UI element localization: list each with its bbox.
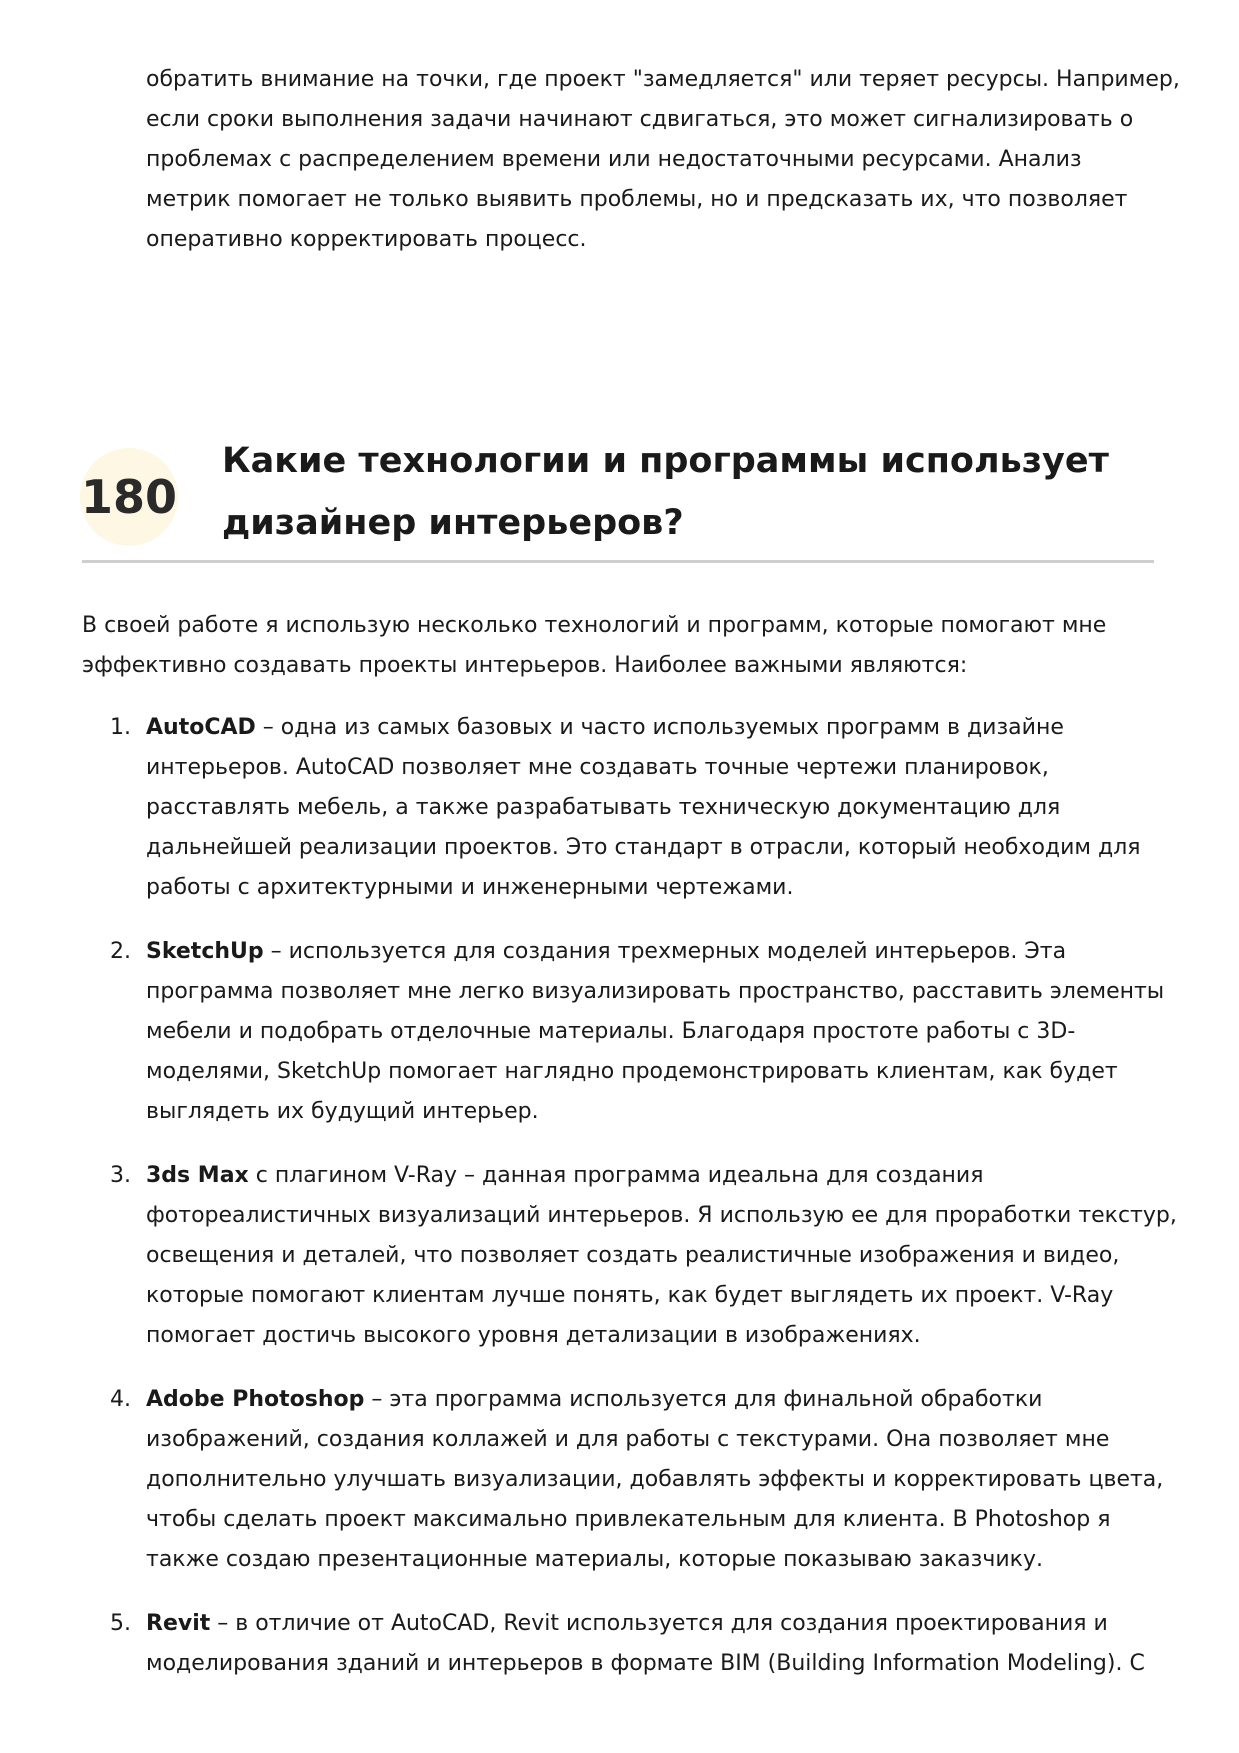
text-line: изображений, создания коллажей и для работы с текстурами. Она позволяет мне — [146, 1427, 1110, 1452]
question-number-badge: 180 — [80, 448, 178, 546]
text-line: мебели и подобрать отделочные материалы. Благодаря простоте работы с 3D- — [146, 1019, 1076, 1044]
list-item-body — [146, 1604, 1145, 1684]
text-line: освещения и деталей, что позволяет создать реалистичные изображения и видео, — [146, 1243, 1120, 1268]
text-line: программа позволяет мне легко визуализировать пространство, расставить элементы — [146, 979, 1165, 1004]
question-heading — [222, 430, 1109, 554]
list-item-number: 3. — [110, 1163, 131, 1188]
text-line: фотореалистичных визуализаций интерьеров. Я использую ее для проработки текстур, — [146, 1203, 1177, 1228]
tool-name: SketchUp — [146, 939, 264, 964]
list-item-number: 1. — [110, 715, 131, 740]
text-line: оперативно корректировать процесс. — [146, 227, 587, 252]
heading-line: дизайнер интерьеров? — [222, 503, 684, 543]
text-line: В своей работе я использую несколько технологий и программ, которые помогают мне — [82, 613, 1107, 638]
text-line: моделями, SketchUp помогает наглядно продемонстрировать клиентам, как будет — [146, 1059, 1118, 1084]
text-fragment: – одна из самых базовых и часто используемых программ в дизайне — [255, 715, 1064, 740]
text-line — [146, 1380, 1163, 1420]
text-line: обратить внимание на точки, где проект "замедляется" или теряет ресурсы. Например, — [146, 67, 1180, 92]
text-fragment: – эта программа используется для финальной обработки — [364, 1387, 1043, 1412]
text-line: также создаю презентационные материалы, которые показываю заказчику. — [146, 1547, 1043, 1572]
text-line — [146, 1156, 1177, 1196]
text-fragment: – используется для создания трехмерных моделей интерьеров. Эта — [263, 939, 1067, 964]
text-line: дополнительно улучшать визуализации, добавлять эффекты и корректировать цвета, — [146, 1467, 1164, 1492]
text-line: эффективно создавать проекты интерьеров. Наиболее важными являются: — [82, 653, 968, 678]
text-line: работы с архитектурными и инженерными чертежами. — [146, 875, 794, 900]
text-fragment: с плагином V-Ray – данная программа идеальна для создания — [248, 1163, 984, 1188]
list-item-body — [146, 1156, 1177, 1356]
text-line — [146, 1604, 1145, 1644]
list-item-body — [146, 1380, 1163, 1580]
list-item-number: 5. — [110, 1611, 131, 1636]
text-line: расставлять мебель, а также разрабатывать техническую документацию для — [146, 795, 1061, 820]
tool-name: 3ds Max — [146, 1163, 249, 1188]
text-line: метрик помогает не только выявить проблемы, но и предсказать их, что позволяет — [146, 187, 1128, 212]
text-line: которые помогают клиентам лучше понять, как будет выглядеть их проект. V-Ray — [146, 1283, 1114, 1308]
previous-answer-tail — [146, 60, 1180, 260]
list-item-number: 2. — [110, 939, 131, 964]
text-line — [146, 932, 1164, 972]
text-line: чтобы сделать проект максимально привлекательным для клиента. В Photoshop я — [146, 1507, 1111, 1532]
list-item-number: 4. — [110, 1387, 131, 1412]
answer-intro — [82, 606, 1106, 686]
text-line: помогает достичь высокого уровня детализации в изображениях. — [146, 1323, 921, 1348]
text-line: моделирования зданий и интерьеров в формате BIM (Building Information Modeling). С — [146, 1651, 1145, 1676]
text-line: если сроки выполнения задачи начинают сдвигаться, это может сигнализировать о — [146, 107, 1134, 132]
heading-line: Какие технологии и программы использует — [222, 441, 1109, 481]
tool-name: AutoCAD — [146, 715, 256, 740]
list-item-body — [146, 932, 1164, 1132]
text-line: дальнейшей реализации проектов. Это стандарт в отрасли, который необходим для — [146, 835, 1141, 860]
text-line — [146, 708, 1141, 748]
heading-divider — [82, 560, 1154, 563]
text-fragment: – в отличие от AutoCAD, Revit используется для создания проектирования и — [210, 1611, 1108, 1636]
list-item-body — [146, 708, 1141, 908]
tool-name: Adobe Photoshop — [146, 1387, 365, 1412]
text-line: проблемах с распределением времени или недостаточными ресурсами. Анализ — [146, 147, 1082, 172]
text-line: интерьеров. AutoCAD позволяет мне создавать точные чертежи планировок, — [146, 755, 1049, 780]
tool-name: Revit — [146, 1611, 211, 1636]
text-line: выглядеть их будущий интерьер. — [146, 1099, 539, 1124]
